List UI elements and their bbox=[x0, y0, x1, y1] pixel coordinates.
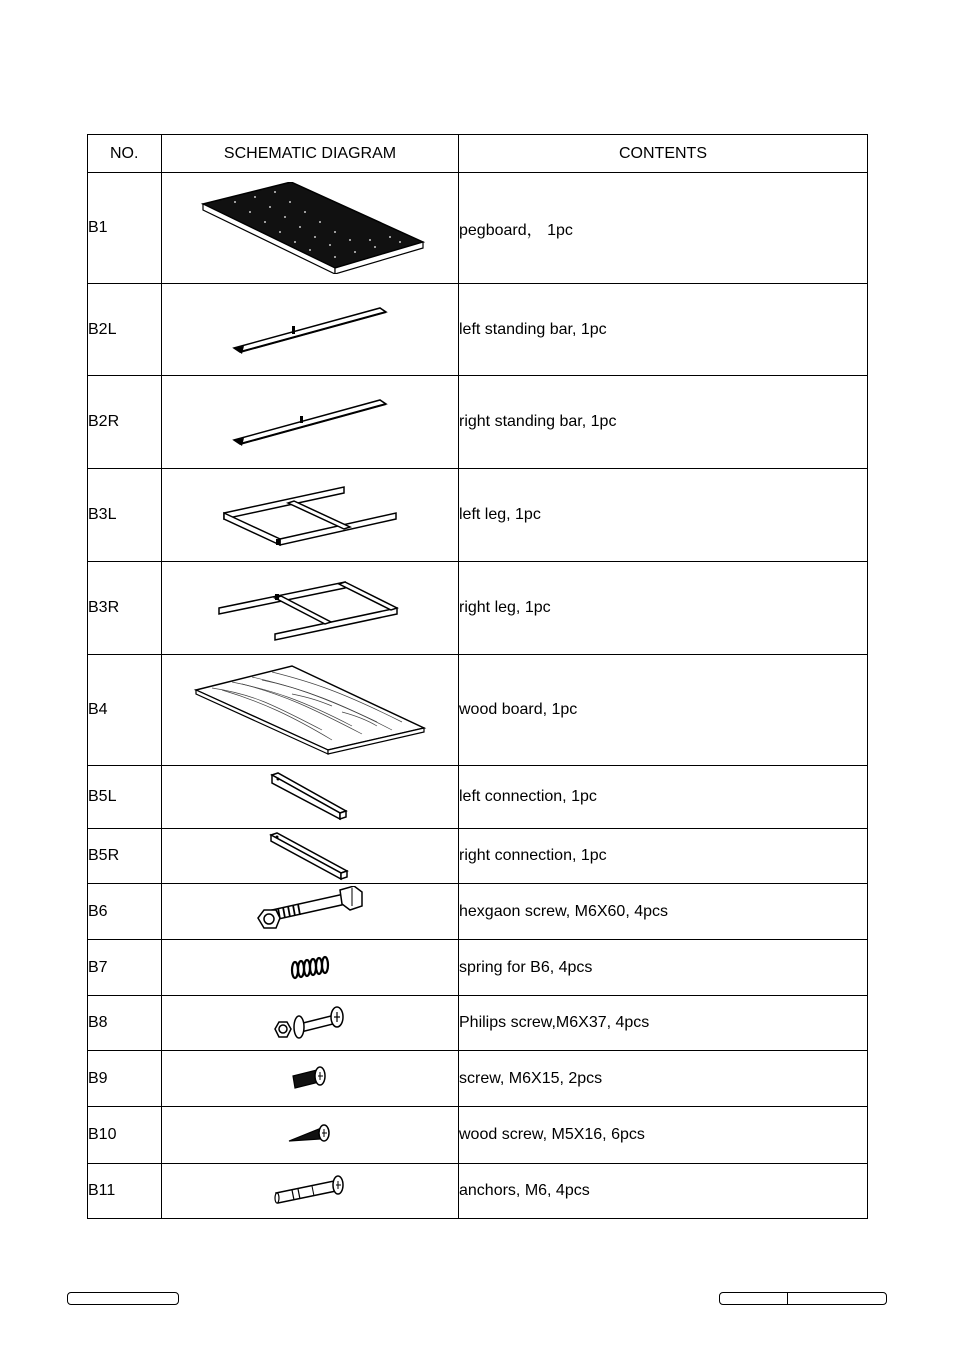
wood-board-icon bbox=[192, 664, 428, 756]
table-row bbox=[88, 766, 868, 829]
part-number: B3L bbox=[88, 469, 162, 562]
table-row bbox=[88, 1164, 868, 1219]
table-row bbox=[88, 884, 868, 940]
part-number: B5R bbox=[88, 829, 162, 884]
table-row bbox=[88, 562, 868, 655]
part-contents: wood screw, M5X16, 6pcs bbox=[459, 1107, 868, 1164]
part-contents: left standing bar, 1pc bbox=[459, 284, 868, 376]
part-contents: anchors, M6, 4pcs bbox=[459, 1164, 868, 1219]
table-row bbox=[88, 829, 868, 884]
right-leg-icon bbox=[215, 572, 405, 644]
footer-right-box bbox=[719, 1292, 887, 1305]
right-connection-icon bbox=[267, 831, 353, 881]
hexagon-screw-icon bbox=[254, 886, 366, 938]
part-contents: right leg, 1pc bbox=[459, 562, 868, 655]
header-contents: CONTENTS bbox=[459, 135, 868, 173]
table-row bbox=[88, 1107, 868, 1164]
part-number: B4 bbox=[88, 655, 162, 766]
part-number: B7 bbox=[88, 940, 162, 996]
part-number: B5L bbox=[88, 766, 162, 829]
part-number: B10 bbox=[88, 1107, 162, 1164]
part-number: B1 bbox=[88, 173, 162, 284]
table-row bbox=[88, 469, 868, 562]
part-contents: Philips screw,M6X37, 4pcs bbox=[459, 996, 868, 1051]
header-diagram: SCHEMATIC DIAGRAM bbox=[162, 135, 459, 173]
wood-screw-icon bbox=[287, 1123, 333, 1147]
table-header-row bbox=[88, 135, 868, 173]
left-connection-icon bbox=[268, 771, 352, 823]
philips-screw-icon bbox=[273, 1005, 347, 1041]
part-contents: left connection, 1pc bbox=[459, 766, 868, 829]
part-number: B2R bbox=[88, 376, 162, 469]
table-row bbox=[88, 284, 868, 376]
part-number: B3R bbox=[88, 562, 162, 655]
part-number: B9 bbox=[88, 1051, 162, 1107]
header-no: NO. bbox=[88, 135, 162, 173]
footer-divider bbox=[787, 1293, 788, 1304]
part-contents: pegboard， 1pc bbox=[459, 173, 868, 284]
part-contents: right standing bar, 1pc bbox=[459, 376, 868, 469]
right-standing-bar-icon bbox=[230, 394, 390, 450]
pegboard-icon bbox=[195, 182, 425, 274]
part-contents: right connection, 1pc bbox=[459, 829, 868, 884]
table-row bbox=[88, 1051, 868, 1107]
table-row bbox=[88, 655, 868, 766]
part-contents: left leg, 1pc bbox=[459, 469, 868, 562]
anchor-icon bbox=[272, 1175, 348, 1207]
part-contents: screw, M6X15, 2pcs bbox=[459, 1051, 868, 1107]
table-row bbox=[88, 173, 868, 284]
left-leg-icon bbox=[220, 479, 400, 551]
parts-table bbox=[87, 134, 868, 1219]
part-contents: wood board, 1pc bbox=[459, 655, 868, 766]
table-row bbox=[88, 940, 868, 996]
part-contents: spring for B6, 4pcs bbox=[459, 940, 868, 996]
part-number: B8 bbox=[88, 996, 162, 1051]
part-number: B2L bbox=[88, 284, 162, 376]
part-number: B6 bbox=[88, 884, 162, 940]
spring-icon bbox=[289, 954, 331, 982]
footer-left-box bbox=[67, 1292, 179, 1305]
table-row bbox=[88, 996, 868, 1051]
part-contents: hexgaon screw, M6X60, 4pcs bbox=[459, 884, 868, 940]
left-standing-bar-icon bbox=[230, 300, 390, 360]
table-row bbox=[88, 376, 868, 469]
part-number: B11 bbox=[88, 1164, 162, 1219]
screw-icon bbox=[291, 1066, 329, 1092]
